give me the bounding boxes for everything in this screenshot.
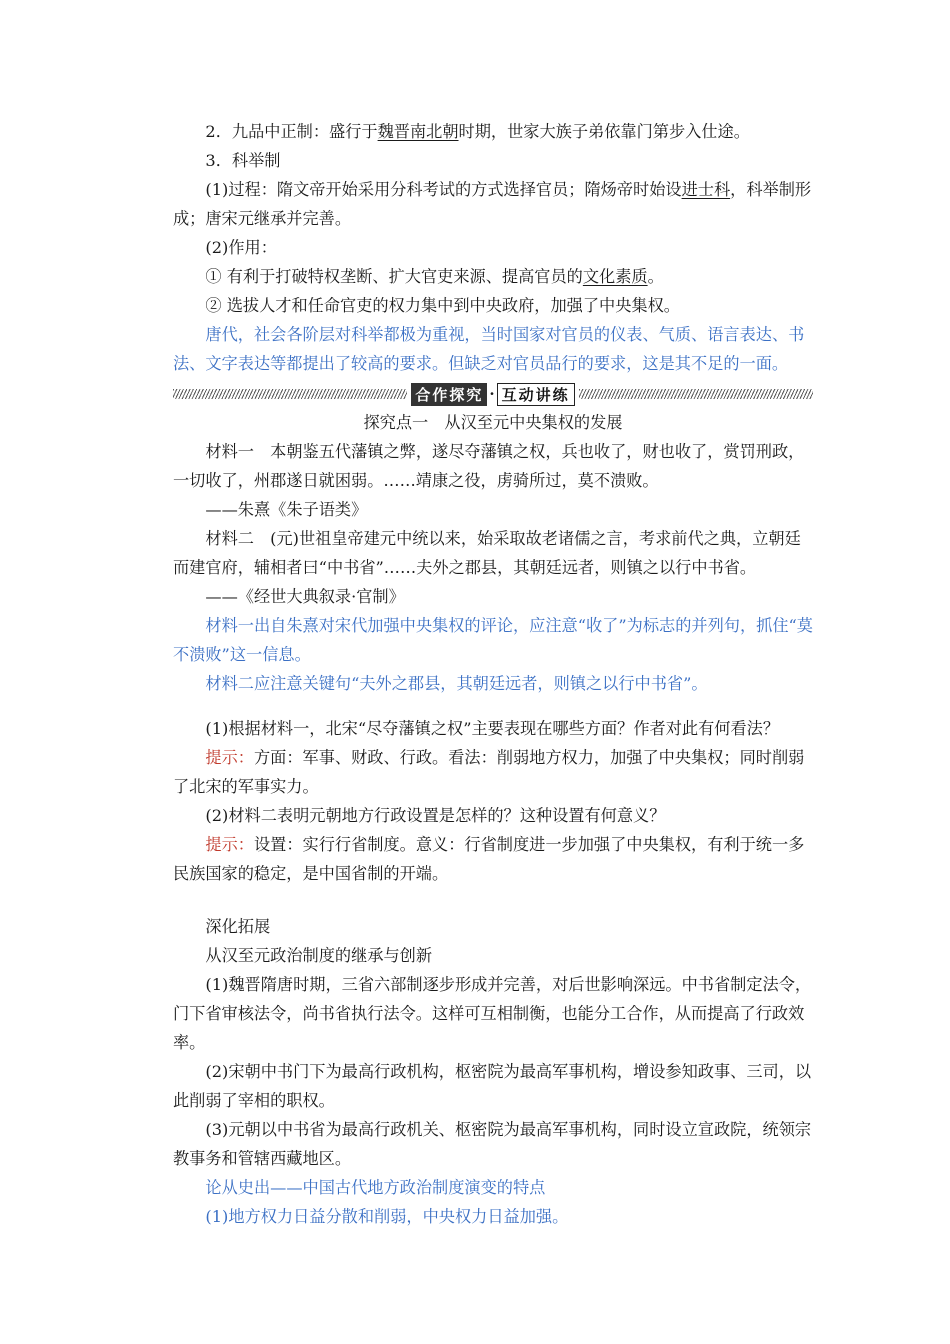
answer-1: 提示：方面：军事、财政、行政。看法：削弱地方权力，加强了中央集权；同时削弱了北宋的军事实力。	[173, 748, 805, 796]
deep-subtitle: 从汉至元政治制度的继承与创新	[205, 946, 433, 965]
section-title: 探究点一 从汉至元中央集权的发展	[363, 413, 623, 432]
keju-effect-1: ① 有利于打破特权垄断、扩大官吏来源、提高官员的文化素质。	[205, 267, 664, 286]
banner-right-text: 互动讲练	[497, 383, 575, 406]
tang-note: 唐代，社会各阶层对科举都极为重视，当时国家对官员的仪表、气质、语言表达、书法、文字表达等都提出了较高的要求。但缺乏对官员品行的要求，这是其不足的一面。	[173, 325, 805, 373]
theory-heading: 论从史出——中国古代地方政治制度演变的特点	[205, 1178, 546, 1197]
question-1: (1)根据材料一，北宋“尽夺藩镇之权”主要表现在哪些方面？作者对此有何看法？	[205, 719, 780, 738]
question-2: (2)材料二表明元朝地方行政设置是怎样的？这种设置有何意义？	[205, 806, 666, 825]
underlined-term: 文化素质	[582, 267, 648, 286]
theory-point-1: (1)地方权力日益分散和削弱，中央权力日益加强。	[205, 1207, 569, 1226]
material-one: 材料一 本朝鉴五代藩镇之弊，遂尽夺藩镇之权，兵也收了，财也收了，赏罚刑政，一切收了，州郡遂日就困弱。……靖康之役，虏骑所过，莫不溃败。	[173, 442, 805, 490]
keju-effect-heading: (2)作用：	[205, 238, 277, 257]
banner-dot: ·	[489, 385, 495, 403]
banner-hatch-right	[579, 389, 813, 399]
nine-rank-system-line: 2．九品中正制：盛行于魏晋南北朝时期，世家大族子弟依靠门第步入仕途。	[205, 122, 750, 141]
material-two-source: ——《经世大典叙录·官制》	[205, 587, 405, 606]
material-one-note: 材料一出自朱熹对宋代加强中央集权的评论，应注意“收了”为标志的并列句，抓住“莫不溃败”这一信息。	[173, 616, 813, 664]
material-two: 材料二 (元)世祖皇帝建元中统以来，始采取故老诸儒之言，考求前代之典，立朝廷而建官府，辅相者曰“中书省”……夫外之郡县，其朝廷远者，则镇之以行中书省。	[173, 529, 801, 577]
deep-title: 深化拓展	[205, 917, 271, 936]
keju-effect-2: ② 选拔人才和任命官吏的权力集中到中央政府，加强了中央集权。	[205, 296, 680, 315]
deep-point-3: (3)元朝以中书省为最高行政机关、枢密院为最高军事机构，同时设立宣政院，统领宗教事务和管辖西藏地区。	[173, 1120, 812, 1168]
deep-point-1: (1)魏晋隋唐时期，三省六部制逐步形成并完善，对后世影响深远。中书省制定法令，门下省审核法令，尚书省执行法令。这样可互相制衡，也能分工合作，从而提高了行政效率。	[173, 975, 812, 1052]
banner-left-text: 合作探究	[411, 383, 487, 406]
underlined-term: 魏晋南北朝	[377, 122, 459, 141]
keju-heading: 3．科举制	[205, 151, 281, 170]
hint-label: 提示：	[205, 835, 254, 854]
answer-2: 提示：设置：实行行省制度。意义：行省制度进一步加强了中央集权，有利于统一多民族国家的稳定，是中国省制的开端。	[173, 835, 805, 883]
spacer	[173, 698, 813, 714]
banner-label	[411, 383, 574, 406]
underlined-term: 进士科	[681, 180, 731, 199]
section-banner	[173, 380, 813, 408]
banner-hatch-left	[173, 389, 407, 399]
material-two-note: 材料二应注意关键句“夫外之郡县，其朝廷远者，则镇之以行中书省”。	[205, 674, 708, 693]
spacer	[173, 888, 813, 912]
page-content	[173, 117, 813, 1231]
deep-point-2: (2)宋朝中书门下为最高行政机构，枢密院为最高军事机构，增设参知政事、三司，以此削弱了宰相的职权。	[173, 1062, 812, 1110]
hint-label: 提示：	[205, 748, 254, 767]
keju-process: (1)过程：隋文帝开始采用分科考试的方式选择官员；隋炀帝时始设进士科，科举制形成；唐宋元继承并完善。	[173, 180, 812, 228]
material-one-source: ——朱熹《朱子语类》	[205, 500, 368, 519]
